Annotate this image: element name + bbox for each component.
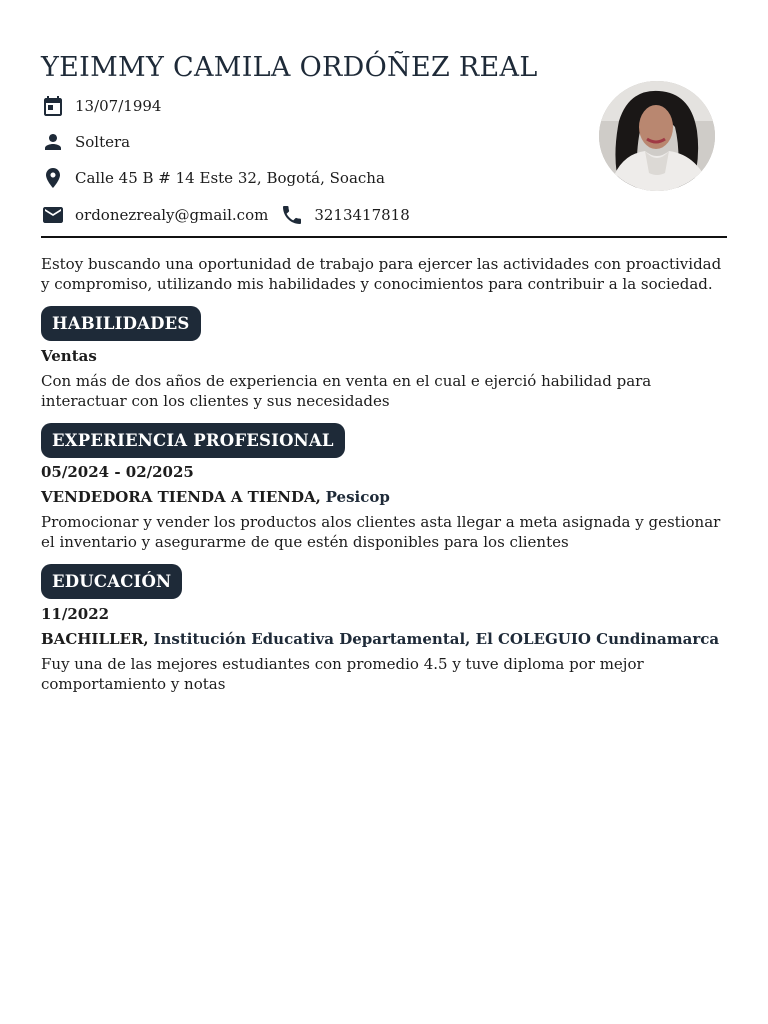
skill-title: Ventas (41, 347, 97, 365)
professional-summary: Estoy buscando una oportunidad de trabajo para ejercer las actividades con proactividad y compromiso, utilizando mis habilidades y conocimientos para contribuir a la sociedad. (41, 255, 722, 293)
candidate-name: YEIMMY CAMILA ORDÓÑEZ REAL (41, 52, 538, 83)
civil-status: Soltera (75, 133, 131, 151)
address: Calle 45 B # 14 Este 32, Bogotá, Soacha (75, 169, 385, 187)
experience-dates: 05/2024 - 02/2025 (41, 463, 194, 481)
birth-date-row (41, 92, 161, 120)
section-heading-experience: EXPERIENCIA PROFESIONAL (41, 423, 345, 458)
experience-company: Pesicop (325, 488, 390, 506)
education-description: Fuy una de las mejores estudiantes con promedio 4.5 y tuve diploma por mejor comportamiento y notas (41, 655, 644, 693)
contact-row (41, 201, 410, 229)
mail-icon (41, 201, 69, 229)
education-degree-line (41, 629, 731, 649)
location-pin-icon (41, 164, 69, 192)
experience-description: Promocionar y vender los productos alos clientes asta llegar a meta asignada y gestionar el inventario y asegurarme de que estén disponibles para los clientes (41, 513, 721, 551)
header-divider (41, 236, 727, 238)
phone[interactable]: 3213417818 (314, 206, 410, 224)
address-row (41, 164, 385, 192)
education-date: 11/2022 (41, 605, 110, 623)
calendar-icon (41, 92, 69, 120)
person-icon (41, 128, 69, 156)
birth-date: 13/07/1994 (75, 97, 162, 115)
experience-role: VENDEDORA TIENDA A TIENDA, (41, 488, 321, 506)
profile-photo (599, 81, 715, 191)
experience-role-line (41, 487, 731, 507)
education-institution: Institución Educativa Departamental, El COLEGUIO Cundinamarca (153, 630, 720, 648)
skill-description: Con más de dos años de experiencia en venta en el cual e ejerció habilidad para interactuar con los clientes y sus necesidades (41, 372, 652, 410)
education-degree: BACHILLER, (41, 630, 149, 648)
email[interactable]: ordonezrealy@gmail.com (75, 206, 269, 224)
section-heading-education: EDUCACIÓN (41, 564, 182, 599)
section-heading-skills: HABILIDADES (41, 306, 201, 341)
civil-status-row (41, 128, 130, 156)
phone-icon (280, 201, 308, 229)
